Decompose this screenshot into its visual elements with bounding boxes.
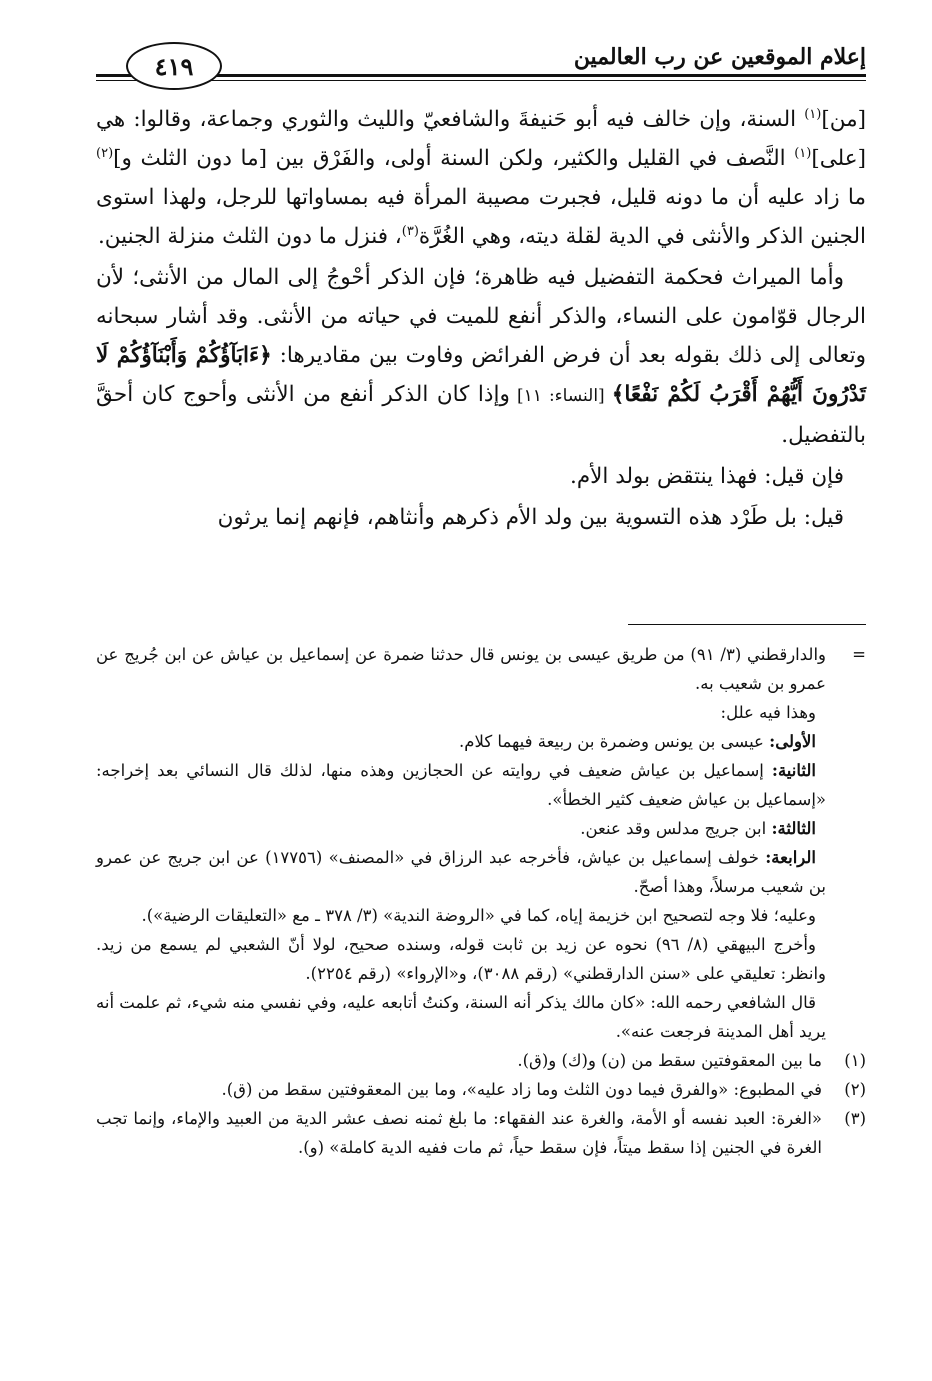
note-paragraph [96,901,866,930]
body-paragraph [96,100,866,256]
footnote-separator [628,624,866,625]
page-header [96,36,866,92]
note-reason [96,814,866,843]
footnote-item [96,1046,866,1075]
footnote-ref: (٢) [96,145,114,161]
text-run: وإذا كان الذكر أنفع من الأنثى وأحوج كان أحقَّ بالتفضيل. [96,382,866,448]
page-number: ٤١٩ [126,42,222,90]
reason-label: الثالثة: [771,819,816,838]
note-reason [96,756,866,814]
note-paragraph [96,698,866,727]
reason-label: الأولى: [769,732,816,751]
body-paragraph [96,498,866,537]
continuation-mark: = [852,645,866,664]
footnote-number: (٢) [844,1080,866,1099]
footnote-text: «الغرة: العبد نفسه أو الأمة، والغرة عند الفقهاء: ما بلغ ثمنه نصف عشر الدية من العبيد والإماء، وإنما تجب الغرة في الجنين إذا سقط ميتاً، فإن سقط حياً، ثم مات ففيه الدية كاملة» (و). [96,1109,822,1157]
text-run: وأما الميراث فحكمة التفضيل فيه ظاهرة؛ فإن الذكر أحْوجُ إلى المال من الأنثى؛ لأن الرجال قوّامون على النساء، والذكر أنفع للميت في حياته من الأنثى. وقد أشار سبحانه وتعالى إلى ذلك بقوله بعد أن فرض الفرائض وفاوت بين مقاديرها: [96,265,867,368]
text-run: [من] [821,107,866,132]
note-paragraph [96,930,866,988]
notes-section [96,640,866,1162]
running-title: إعلام الموقعين عن رب العالمين [573,44,866,70]
footnote-text: ما بين المعقوفتين سقط من (ن) و(ك) و(ق). [517,1051,822,1070]
note-text: قال الشافعي رحمه الله: «كان مالك يذكر أنه السنة، وكنتُ أتابعه عليه، وفي نفسي منه شيء، ثم علمت أنه يريد أهل المدينة فرجعت عنه». [96,993,826,1041]
text-run: قيل: بل طَرْد هذه التسوية بين ولد الأم ذكرهم وأنثاهم، فإنهم إنما يرثون [217,505,844,530]
text-run: النَّصف في القليل والكثير، ولكن السنة أولى، والفَرْق بين [ما دون الثلث و] [113,146,795,171]
footnote-ref: (١) [794,145,812,161]
footnote-ref: (١) [804,106,822,122]
note-text: خولف إسماعيل بن عياش، فأخرجه عبد الرزاق في «المصنف» (١٧٧٥٦) عن ابن جريج عن عمرو بن شعيب مرسلاً، وهذا أصحّ. [96,848,826,896]
note-reason [96,843,866,901]
footnote-number: (٣) [844,1109,866,1128]
footnote-ref: (٣) [401,223,419,239]
body-paragraph [96,258,866,455]
text-run: فإن قيل: فهذا ينتقض بولد الأم. [569,464,844,489]
text-run: ، فنزل ما دون الثلث منزلة الجنين. [97,224,402,249]
note-text: ابن جريج مدلس وقد عنعن. [580,819,772,838]
text-run: السنة، وإن خالف فيه أبو حَنيفةَ والشافعيّ والليث والثوري وجماعة، وقالوا: هي [على] [96,107,866,171]
note-reason [96,727,866,756]
verse-citation: [النساء: ١١] [509,386,612,406]
note-continuation [96,640,866,698]
note-text: والدارقطني (٣/ ٩١) من طريق عيسى بن يونس قال حدثنا ضمرة عن إسماعيل بن عياش عن ابن جُريج عن عمرو بن شعيب به. [96,645,827,693]
reason-label: الثانية: [771,761,816,780]
note-text: وهذا فيه علل: [720,703,816,722]
footnote-item [96,1104,866,1162]
note-text: وعليه؛ فلا وجه لتصحيح ابن خزيمة إياه، كما في «الروضة الندية» (٣/ ٣٧٨ ـ مع «التعليقات الرضية»). [141,906,816,925]
note-text: إسماعيل بن عياش ضعيف في روايته عن الحجازين وهذه منها، لذلك قال النسائي بعد إخراجه: «إسماعيل بن عياش ضعيف كثير الخطأ». [96,761,826,809]
note-paragraph [96,988,866,1046]
body-paragraph [96,457,866,496]
note-text: وأخرج البيهقي (٨/ ٩٦) نحوه عن زيد بن ثابت قوله، وسنده صحيح، لولا أنّ الشعبي لم يسمع من زيد. وانظر: تعليقي على «سنن الدارقطني» (رقم ٣٠٨٨)، و«الإرواء» (رقم ٢٢٥٤). [96,935,826,983]
footnote-item [96,1075,866,1104]
main-text [96,100,866,537]
footnote-number: (١) [844,1051,866,1070]
footnote-text: في المطبوع: «والفرق فيما دون الثلث وما زاد عليه»، وما بين المعقوفتين سقط من (ق). [221,1080,822,1099]
text-run: ما زاد عليه أن ما دونه قليل، فجبرت مصيبة المرأة فيه بمساواتها للرجل، ولهذا استوى الجنين الذكر والأنثى في الدية لقلة ديته، وهي الغُرَّة [96,185,866,249]
reason-label: الرابعة: [765,848,817,867]
quran-verse: ﴿ءَابَآؤُكُمْ وَأَبْنَآؤُكُمْ لَا تَدْرُونَ أَيُّهُمْ أَقْرَبُ لَكُمْ نَفْعًا﴾ [96,343,866,407]
note-text: عيسى بن يونس وضمرة بن ربيعة فيهما كلام. [459,732,770,751]
